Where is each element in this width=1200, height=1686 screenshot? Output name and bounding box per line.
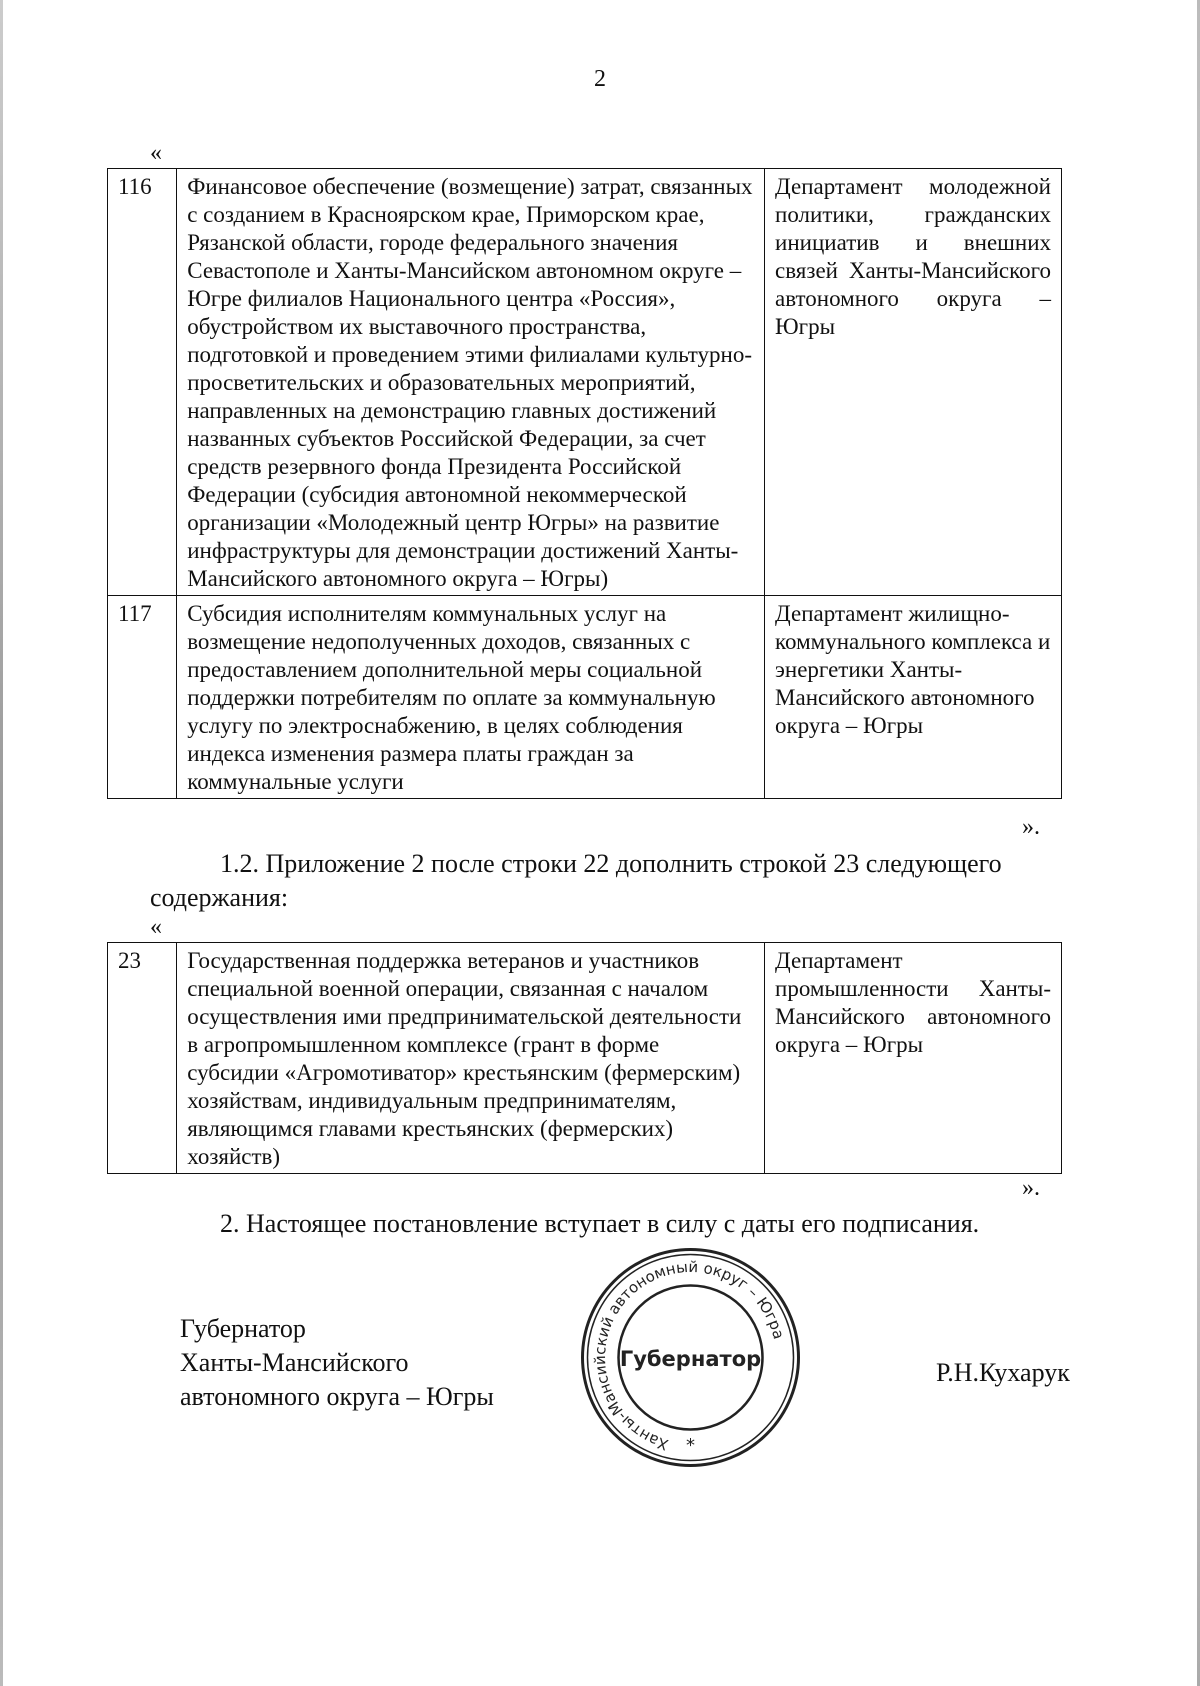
table-row: [108, 596, 1062, 799]
paragraph-2: 2. Настоящее постановление вступает в силу с даты его подписания.: [220, 1209, 980, 1238]
table-appendix-2: [107, 942, 1062, 1174]
row-description: Субсидия исполнителям коммунальных услуг на возмещение недополученных доходов, связанных с предоставлением дополнительной меры социальной поддержки потребителям по оплате за коммунальную услугу по электроснабжению, в целях соблюдения индекса изменения размера платы граждан за коммунальные услуги: [177, 596, 765, 799]
row-department: Департамент промышленности Ханты-Мансийского автономного округа – Югры: [765, 943, 1062, 1174]
row-number: 23: [108, 943, 177, 1174]
scan-edge-left: [0, 0, 3, 1686]
table-row: [108, 943, 1062, 1174]
seal-center-text: Губернатор: [619, 1347, 762, 1371]
open-quote-2: «: [150, 914, 162, 940]
seal-star: *: [686, 1435, 695, 1456]
governor-title-line-1: Губернатор: [180, 1314, 306, 1343]
governor-title-line-2: Ханты-Мансийского: [180, 1348, 409, 1377]
open-quote-1: «: [150, 140, 162, 166]
row-number: 116: [108, 169, 177, 596]
signatory-name: Р.Н.Кухарук: [936, 1358, 1070, 1387]
close-quote-1: ».: [1022, 814, 1040, 840]
row-number: 117: [108, 596, 177, 799]
official-seal: [578, 1245, 803, 1470]
row-department: Департамент молодежной политики, гражданских инициатив и внешних связей Ханты-Мансийского автономного округа – Югры: [765, 169, 1062, 596]
table-appendix-1: [107, 168, 1062, 799]
page-number: 2: [594, 66, 606, 92]
row-department: Департамент жилищно-коммунального комплекса и энергетики Ханты-Мансийского автономного округа – Югры: [765, 596, 1062, 799]
row-description: Государственная поддержка ветеранов и участников специальной военной операции, связанная с началом осуществления ими предпринимательской деятельности в агропромышленном комплексе (грант в форме субсидии «Агромотиватор» крестьянским (фермерским) хозяйствам, индивидуальным предпринимателям, являющимся главами крестьянских (фермерских) хозяйств): [177, 943, 765, 1174]
row-description: Финансовое обеспечение (возмещение) затрат, связанных с созданием в Красноярском крае, Приморском крае, Рязанской области, городе федерального значения Севастополе и Ханты-Мансийском автономном округе – Югре филиалов Национального центра «Россия», обустройством их выставочного пространства, подготовкой и проведением этими филиалами культурно-просветительских и образовательных мероприятий, направленных на демонстрацию главных достижений названных субъектов Российской Федерации, за счет средств резервного фонда Президента Российской Федерации (субсидия автономной некоммерческой организации «Молодежный центр Югры» на развитие инфраструктуры для демонстрации достижений Ханты-Мансийского автономного округа – Югры): [177, 169, 765, 596]
seal-ring-text: Ханты-Мансийский автономный округ – Югра: [590, 1257, 788, 1454]
table-row: [108, 169, 1062, 596]
seal-graphic: [578, 1245, 803, 1470]
paragraph-1-2: 1.2. Приложение 2 после строки 22 дополнить строкой 23 следующего содержания:: [150, 849, 1002, 912]
governor-title-line-3: автономного округа – Югры: [180, 1382, 494, 1411]
close-quote-2: ».: [1022, 1175, 1040, 1201]
governor-title: [180, 1312, 494, 1414]
